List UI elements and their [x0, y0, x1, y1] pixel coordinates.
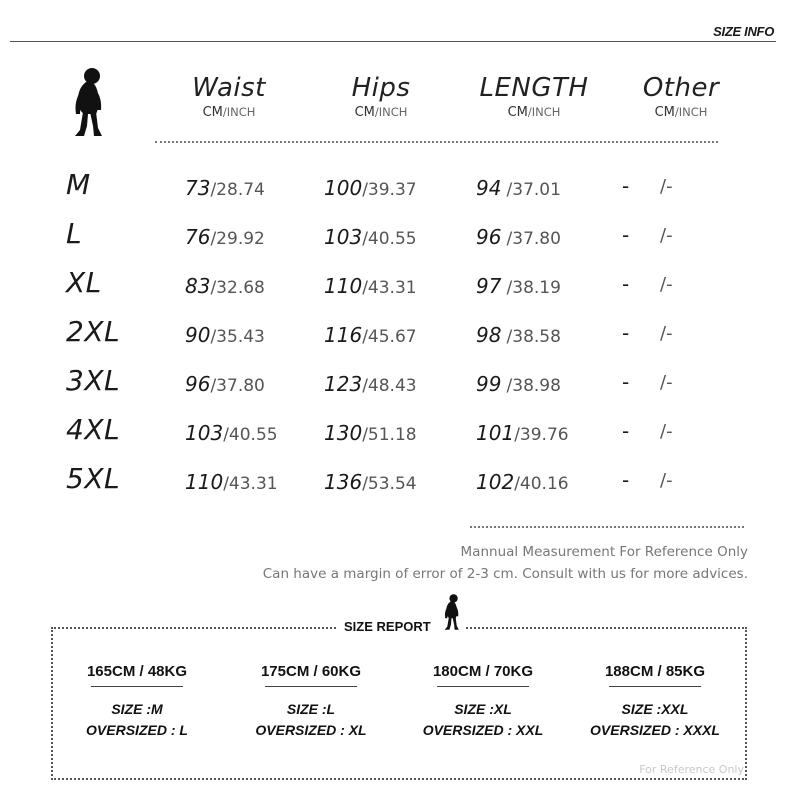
size-label: 4XL	[66, 413, 121, 446]
size-label: 3XL	[66, 364, 121, 397]
unit-cm: CM	[507, 105, 528, 120]
unit-cm: CM	[354, 105, 375, 120]
other-dash: -	[622, 419, 630, 443]
table-row	[0, 166, 800, 206]
other-dash: -	[622, 272, 630, 296]
header-dotted-divider	[155, 141, 718, 143]
size-report-entry	[52, 663, 222, 741]
entry-underline	[609, 686, 701, 687]
waist-value: 96/37.80	[185, 372, 265, 396]
waist-value: 90/35.43	[185, 323, 265, 347]
waist-value: 76/29.92	[185, 225, 265, 249]
hips-value: 130/51.18	[324, 421, 417, 445]
oversized-size: OVERSIZED : XL	[255, 722, 367, 738]
size-label: M	[66, 168, 91, 201]
column-header-length	[459, 73, 609, 120]
unit-inch: /INCH	[674, 105, 708, 119]
waist-value: 103/40.55	[185, 421, 278, 445]
table-row	[0, 264, 800, 304]
ape-figure-icon	[438, 593, 466, 635]
height-weight: 180CM / 70KG	[432, 663, 534, 680]
column-header-hips	[306, 73, 456, 120]
unit-inch: /INCH	[527, 105, 561, 119]
waist-value: 73/28.74	[185, 176, 265, 200]
header-rule	[10, 41, 776, 42]
size-report-entry	[226, 663, 396, 741]
other-dash: -	[622, 468, 630, 492]
height-weight: 175CM / 60KG	[260, 663, 362, 680]
unit-inch: /INCH	[222, 105, 256, 119]
oversized-size: OVERSIZED : XXXL	[590, 722, 720, 738]
size-label: 5XL	[66, 462, 121, 495]
length-value: 98 /38.58	[476, 323, 561, 347]
hips-value: 103/40.55	[324, 225, 417, 249]
column-header-waist	[154, 73, 304, 120]
height-weight: 165CM / 48KG	[86, 663, 188, 680]
recommended-size: SIZE :L	[286, 701, 336, 717]
size-info-label: SIZE INFO	[713, 24, 774, 39]
column-name: Waist	[192, 73, 266, 103]
waist-value: 110/43.31	[185, 470, 278, 494]
waist-value: 83/32.68	[185, 274, 265, 298]
height-weight: 188CM / 85KG	[604, 663, 706, 680]
entry-underline	[91, 686, 183, 687]
hips-value: 136/53.54	[324, 470, 417, 494]
table-row	[0, 411, 800, 451]
oversized-size: OVERSIZED : L	[86, 722, 188, 738]
other-dash: -	[622, 223, 630, 247]
table-row	[0, 460, 800, 500]
recommended-size: SIZE :XL	[454, 701, 512, 717]
length-value: 102/40.16	[476, 470, 569, 494]
other-value: /-	[660, 323, 673, 344]
length-value: 94 /37.01	[476, 176, 561, 200]
hips-value: 123/48.43	[324, 372, 417, 396]
column-unit	[606, 105, 756, 120]
unit-cm: CM	[654, 105, 675, 120]
other-value: /-	[660, 372, 673, 393]
column-name: Hips	[351, 73, 411, 103]
other-value: /-	[660, 225, 673, 246]
unit-inch: /INCH	[374, 105, 408, 119]
recommended-size: SIZE :M	[111, 701, 163, 717]
reference-footnote: For Reference Only	[639, 763, 744, 776]
note-margin: Can have a margin of error of 2-3 cm. Consult with us for more advices.	[262, 566, 748, 582]
other-value: /-	[660, 470, 673, 491]
column-name: LENGTH	[479, 73, 589, 103]
length-value: 97 /38.19	[476, 274, 561, 298]
size-label: XL	[66, 266, 102, 299]
column-unit	[154, 105, 304, 120]
column-name: Other	[642, 73, 720, 103]
entry-underline	[265, 686, 357, 687]
table-row	[0, 313, 800, 353]
entry-underline	[437, 686, 529, 687]
table-row	[0, 215, 800, 255]
hips-value: 110/43.31	[324, 274, 417, 298]
other-value: /-	[660, 421, 673, 442]
column-unit	[459, 105, 609, 120]
column-header-other	[606, 73, 756, 120]
oversized-size: OVERSIZED : XXL	[422, 722, 544, 738]
recommended-size: SIZE :XXL	[621, 701, 689, 717]
other-dash: -	[622, 321, 630, 345]
size-label: L	[66, 217, 83, 250]
size-report-title: SIZE REPORT	[336, 619, 439, 634]
length-value: 96 /37.80	[476, 225, 561, 249]
size-report-entry	[398, 663, 568, 741]
hips-value: 100/39.37	[324, 176, 417, 200]
table-row	[0, 362, 800, 402]
other-dash: -	[622, 370, 630, 394]
length-value: 99 /38.98	[476, 372, 561, 396]
note-reference: Mannual Measurement For Reference Only	[460, 544, 748, 560]
unit-cm: CM	[202, 105, 223, 120]
notes-dotted-divider	[470, 526, 744, 528]
ape-figure-icon	[68, 66, 110, 138]
size-label: 2XL	[66, 315, 121, 348]
size-report-entry	[570, 663, 740, 741]
other-value: /-	[660, 176, 673, 197]
length-value: 101/39.76	[476, 421, 569, 445]
hips-value: 116/45.67	[324, 323, 417, 347]
other-value: /-	[660, 274, 673, 295]
other-dash: -	[622, 174, 630, 198]
column-unit	[306, 105, 456, 120]
